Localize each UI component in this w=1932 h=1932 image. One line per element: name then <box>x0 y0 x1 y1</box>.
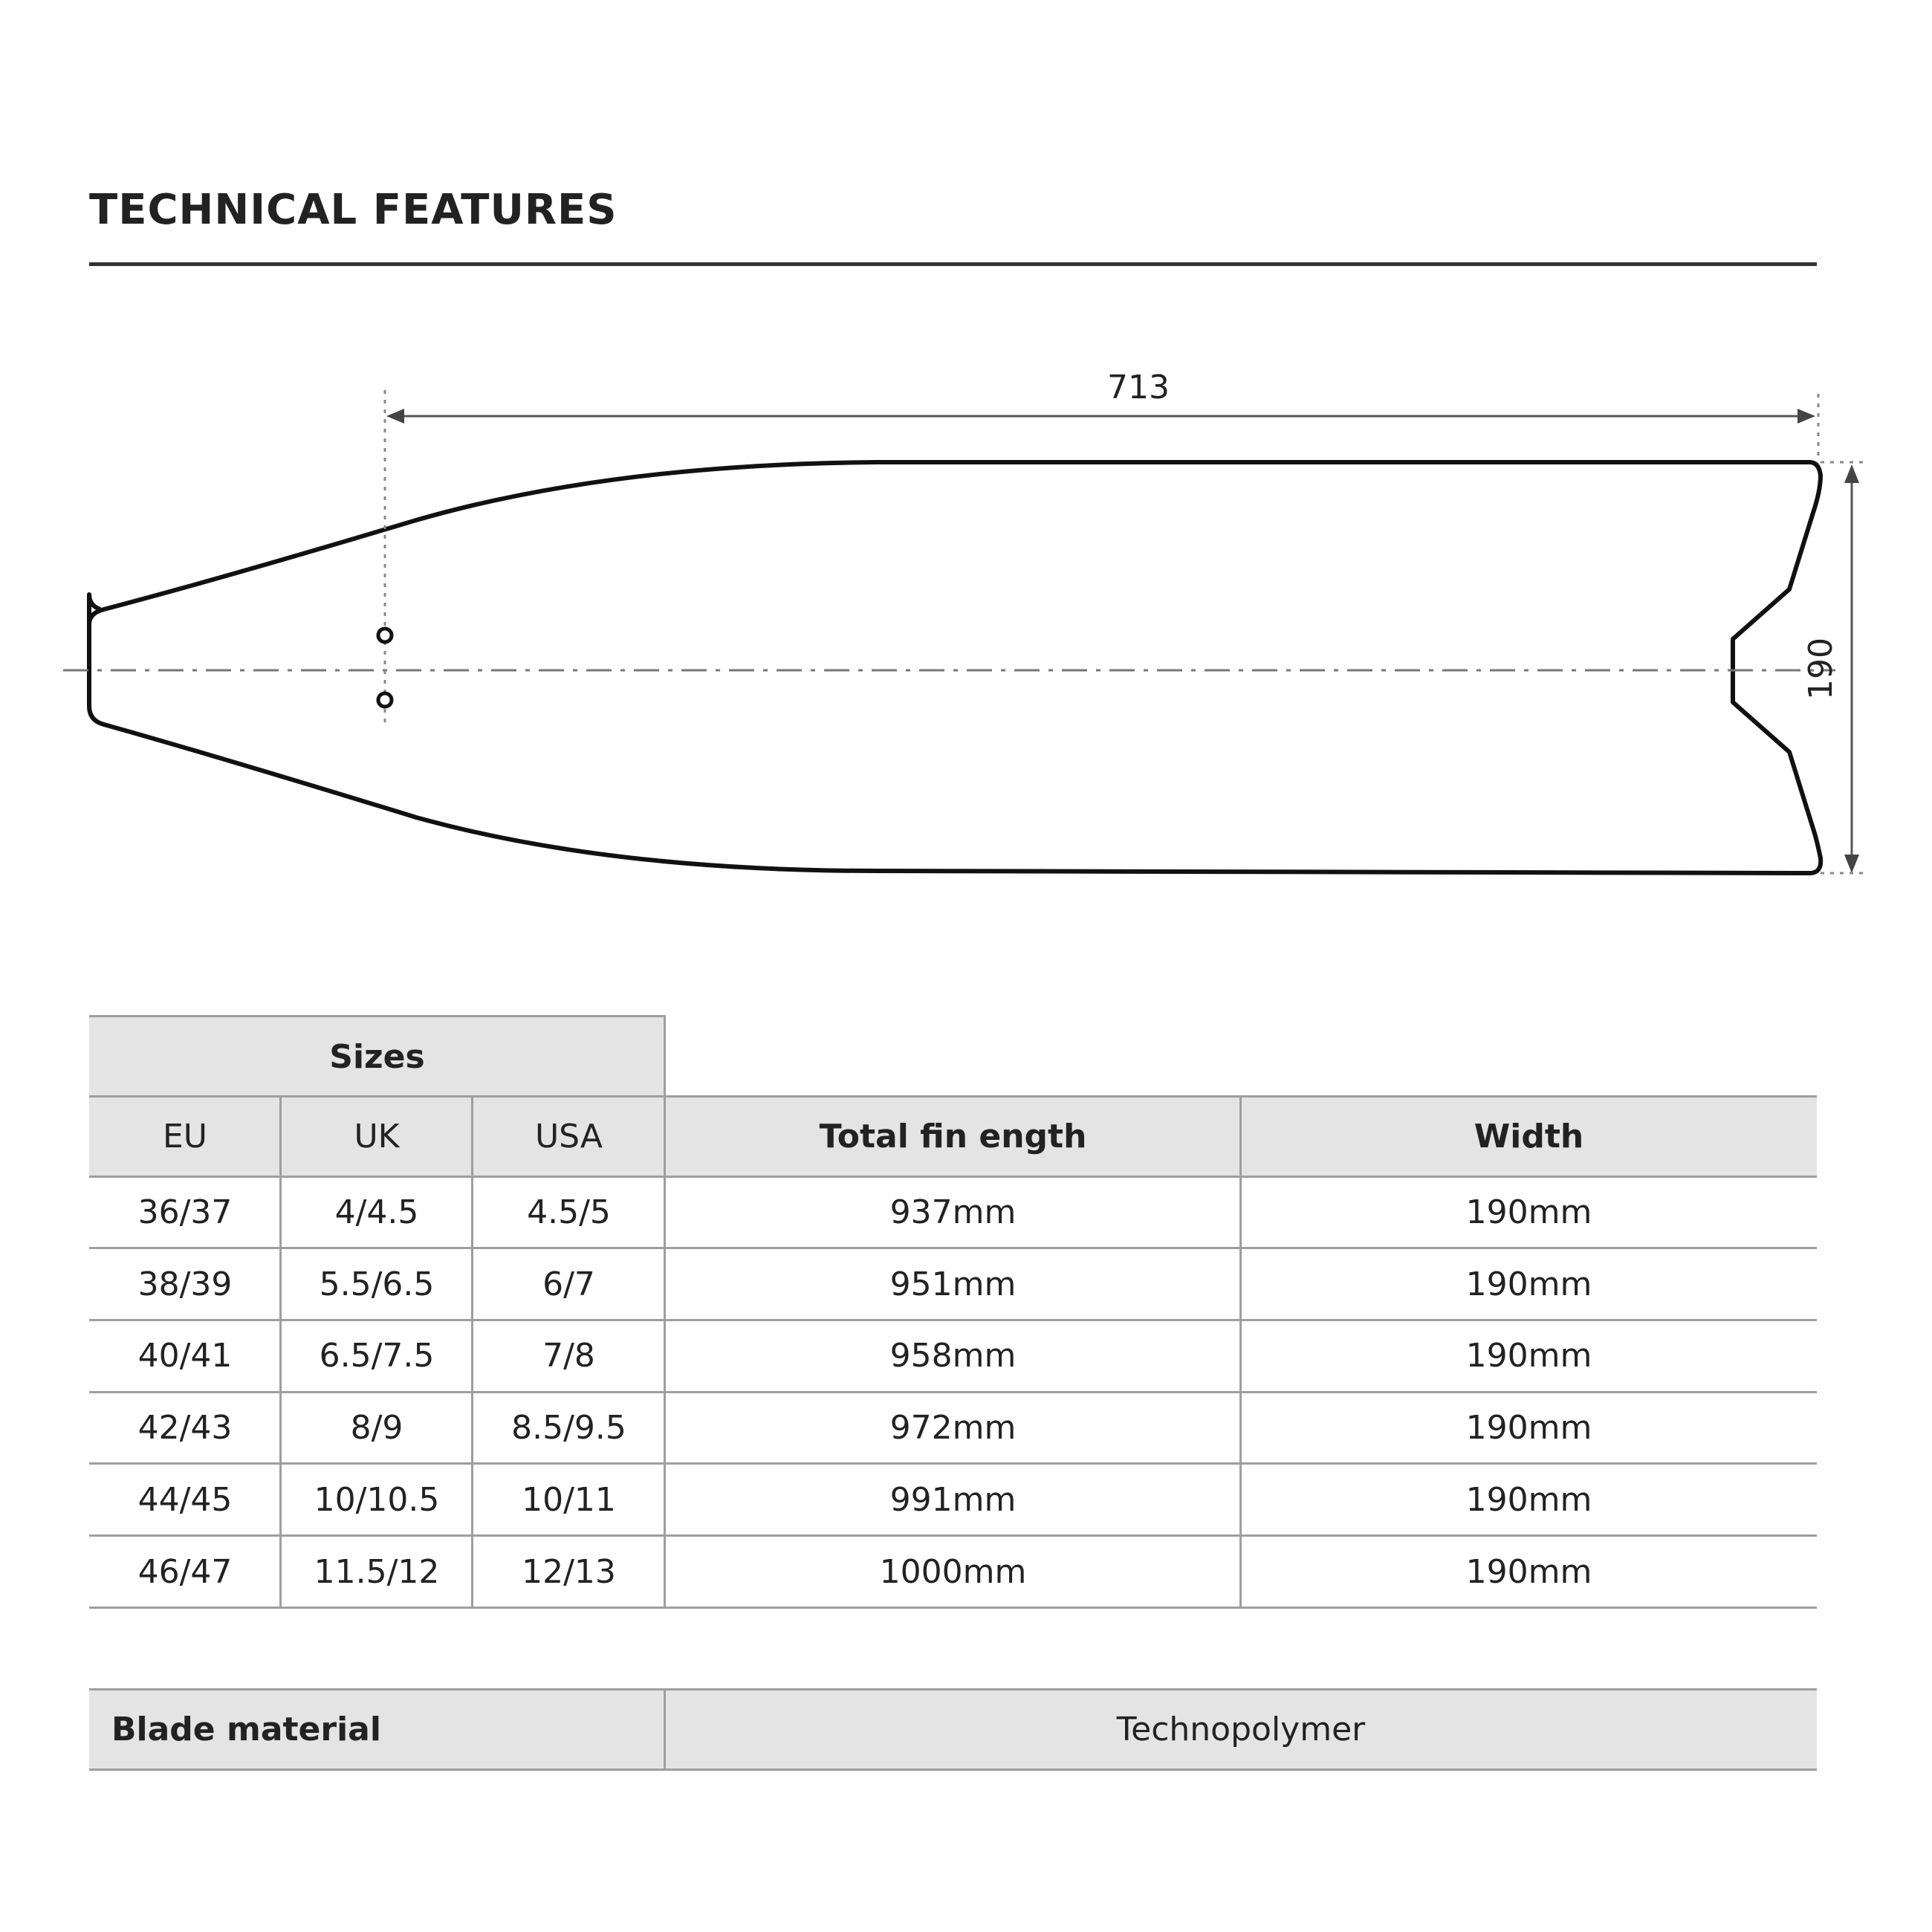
cell-usa: 8.5/9.5 <box>511 1408 626 1447</box>
cell-eu: 44/45 <box>137 1480 233 1519</box>
table-rule <box>89 1769 1817 1771</box>
table-rule <box>89 1688 1817 1690</box>
material-value: Technopolymer <box>665 1690 1817 1769</box>
cell-uk: 6.5/7.5 <box>319 1336 435 1375</box>
cell-eu: 36/37 <box>137 1193 233 1231</box>
table-rule <box>89 1319 1817 1321</box>
column-header-total-fin-length: Total fin ength <box>665 1097 1241 1176</box>
column-header-usa: USA <box>473 1097 665 1176</box>
cell-total-fin-length: 937mm <box>889 1193 1017 1231</box>
cell-usa: 4.5/5 <box>527 1193 611 1231</box>
sizes-group-header: Sizes <box>89 1017 665 1097</box>
table-rule <box>89 1534 1817 1537</box>
cell-uk: 11.5/12 <box>314 1552 440 1591</box>
cell-usa: 12/13 <box>522 1552 616 1591</box>
cell-width: 190mm <box>1465 1408 1592 1447</box>
cell-uk: 8/9 <box>350 1408 403 1447</box>
table-rule <box>664 1015 666 1608</box>
cell-uk: 10/10.5 <box>314 1480 440 1519</box>
cell-total-fin-length: 951mm <box>889 1265 1017 1303</box>
length-dimension-label: 713 <box>1107 369 1170 406</box>
cell-width: 190mm <box>1465 1336 1592 1375</box>
column-header-width: Width <box>1241 1097 1817 1176</box>
cell-uk: 5.5/6.5 <box>319 1265 435 1303</box>
cell-eu: 40/41 <box>137 1336 233 1375</box>
column-header-uk: UK <box>281 1097 473 1176</box>
cell-eu: 42/43 <box>137 1408 233 1447</box>
column-header-eu: EU <box>89 1097 281 1176</box>
blade-outline <box>89 462 1821 873</box>
table-rule <box>89 1391 1817 1393</box>
cell-total-fin-length: 972mm <box>889 1408 1017 1447</box>
table-rule <box>279 1097 282 1608</box>
cell-width: 190mm <box>1465 1265 1592 1303</box>
arrowhead-left <box>386 409 404 424</box>
arrowhead-top <box>1844 464 1859 483</box>
table-rule <box>89 1095 1817 1098</box>
cell-usa: 10/11 <box>522 1480 616 1519</box>
cell-uk: 4/4.5 <box>334 1193 419 1231</box>
fin-blade-diagram <box>0 0 1932 929</box>
material-label: Blade material <box>89 1690 665 1769</box>
table-rule <box>89 1607 1817 1609</box>
table-rule <box>664 1688 666 1771</box>
table-rule <box>89 1462 1817 1465</box>
cell-total-fin-length: 1000mm <box>879 1552 1027 1591</box>
width-dimension-label: 190 <box>1802 638 1840 700</box>
table-rule <box>89 1015 665 1017</box>
table-rule <box>471 1097 473 1608</box>
page-title: TECHNICAL FEATURES <box>89 186 617 234</box>
screw-hole-lower <box>378 693 392 707</box>
cell-total-fin-length: 958mm <box>889 1336 1017 1375</box>
cell-eu: 38/39 <box>137 1265 233 1303</box>
cell-eu: 46/47 <box>137 1552 233 1591</box>
cell-total-fin-length: 991mm <box>889 1480 1017 1519</box>
table-rule <box>1239 1097 1242 1608</box>
arrowhead-right <box>1798 409 1815 424</box>
table-rule <box>89 1176 1817 1178</box>
screw-hole-upper <box>378 629 392 642</box>
table-rule <box>89 1247 1817 1249</box>
cell-width: 190mm <box>1465 1480 1592 1519</box>
cell-usa: 6/7 <box>542 1265 595 1303</box>
cell-width: 190mm <box>1465 1193 1592 1231</box>
cell-width: 190mm <box>1465 1552 1592 1591</box>
arrowhead-bottom <box>1844 855 1859 873</box>
cell-usa: 7/8 <box>542 1336 595 1375</box>
